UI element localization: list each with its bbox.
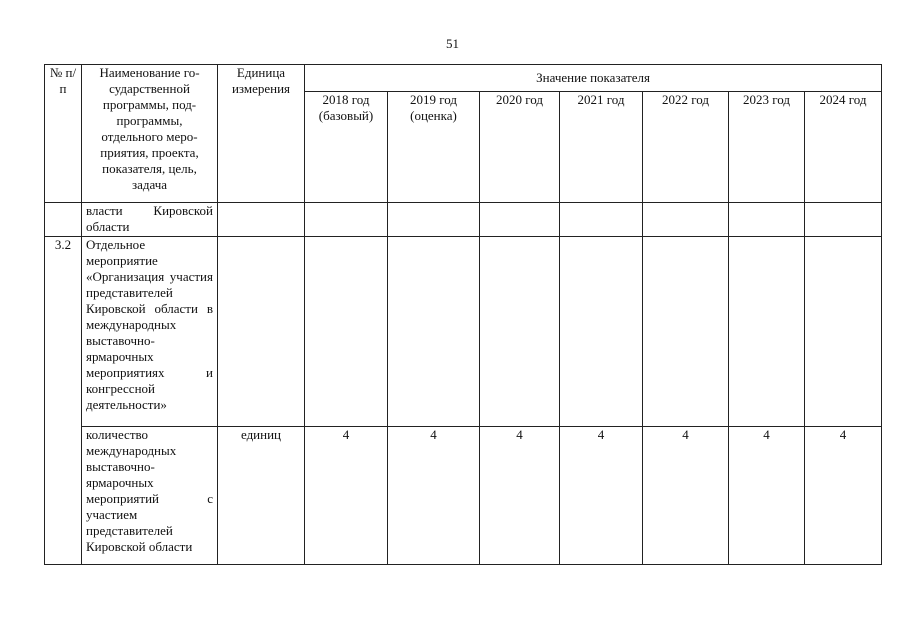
value-cell: 4 [805, 427, 882, 565]
row-unit [218, 237, 305, 427]
header-year: 2024 год [805, 92, 882, 203]
value-cell [388, 203, 480, 237]
row-name: количество международных выставочно-ярмарочных мероприятий с участием представителей Кировской области [82, 427, 218, 565]
value-cell [643, 203, 729, 237]
header-year: 2023 год [729, 92, 805, 203]
value-cell: 4 [643, 427, 729, 565]
header-unit: Единица измерения [218, 65, 305, 203]
row-unit: единиц [218, 427, 305, 565]
row-number [45, 427, 82, 565]
value-cell [560, 203, 643, 237]
value-cell [480, 203, 560, 237]
value-cell: 4 [729, 427, 805, 565]
row-number: 3.2 [45, 237, 82, 427]
value-cell [305, 237, 388, 427]
header-number: № п/п [45, 65, 82, 203]
value-cell [729, 237, 805, 427]
value-cell: 4 [560, 427, 643, 565]
value-cell [388, 237, 480, 427]
value-cell: 4 [388, 427, 480, 565]
table-row [45, 203, 882, 237]
value-cell: 4 [480, 427, 560, 565]
row-name: Отдельное мероприятие «Организация участия представителей Кировской области в международных выставочно-ярмарочных мероприятиях и конгрессной деятельности» [82, 237, 218, 427]
header-name: Наименование го-сударственной программы, под-программы, отдельного меро-приятия, проекта, показателя, цель, задача [82, 65, 218, 203]
header-year: 2018 год (базовый) [305, 92, 388, 203]
header-year: 2022 год [643, 92, 729, 203]
indicator-table [44, 64, 882, 565]
row-number [45, 203, 82, 237]
row-unit [218, 203, 305, 237]
value-cell [643, 237, 729, 427]
header-year: 2020 год [480, 92, 560, 203]
value-cell [560, 237, 643, 427]
value-cell [805, 203, 882, 237]
value-cell [305, 203, 388, 237]
value-cell [805, 237, 882, 427]
table-row [45, 237, 882, 427]
table-row [45, 427, 882, 565]
page-number: 51 [446, 36, 459, 51]
header-row-1 [45, 65, 882, 92]
header-year: 2019 год (оценка) [388, 92, 480, 203]
row-name: власти Кировской области [82, 203, 218, 237]
header-year: 2021 год [560, 92, 643, 203]
value-cell [729, 203, 805, 237]
value-cell: 4 [305, 427, 388, 565]
header-values: Значение показателя [305, 65, 882, 92]
value-cell [480, 237, 560, 427]
